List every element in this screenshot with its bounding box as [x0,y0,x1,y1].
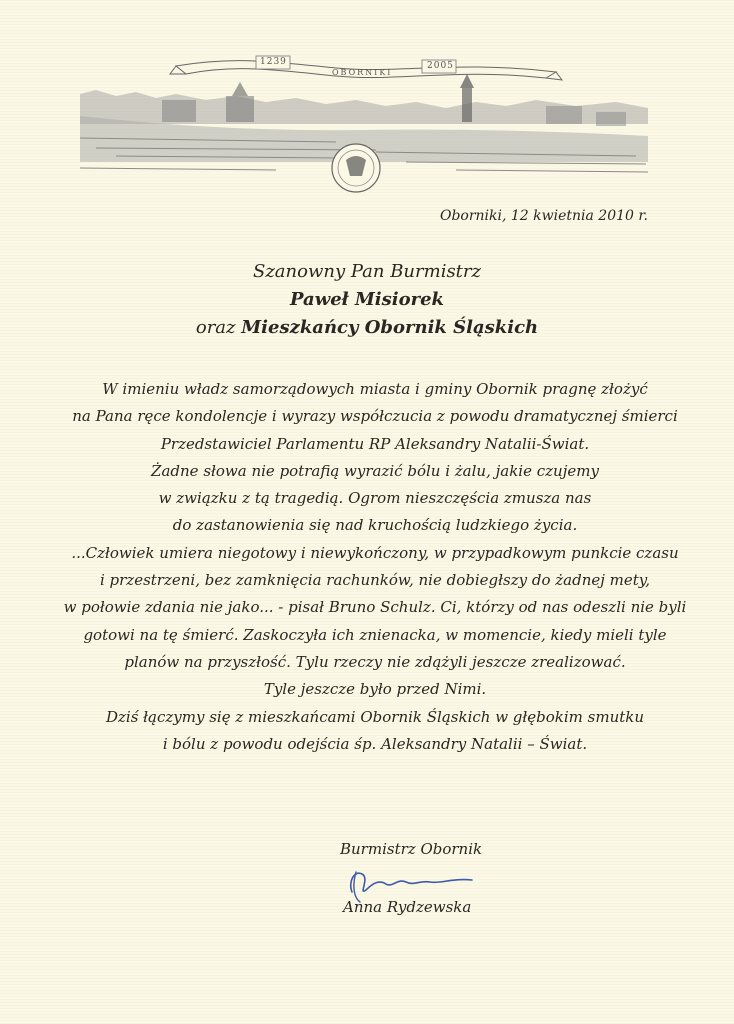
salutation-title: Szanowny Pan Burmistrz [252,261,482,282]
body-line: do zastanowienia się nad kruchością ludzkiego życia. [172,516,578,535]
letter-date: Oborniki, 12 kwietnia 2010 r. [439,208,648,224]
salutation-addressees [0,314,734,342]
salutation-prefix: oraz [195,317,242,338]
body-line: na Pana ręce kondolencje i wyrazy współczucia z powodu dramatycznej śmierci [72,407,678,426]
signatory-name: Anna Rydzewska [343,898,472,916]
signature-block [340,838,483,916]
body-line: w związku z tą tragedią. Ogrom nieszczęścia zmusza nas [158,489,592,508]
body-line: planów na przyszłość. Tylu rzeczy nie zdążyli jeszcze zrealizować. [124,652,626,671]
letter-body [60,376,690,758]
body-line: i przestrzeni, bez zamknięcia rachunków, nie dobiegłszy do żadnej mety, [99,571,651,590]
body-line: Dziś łączymy się z mieszkańcami Obornik Śląskich w głębokim smutku [105,707,645,726]
town-panorama-illustration [76,52,652,200]
salutation-residents: Mieszkańcy Obornik Śląskich [241,317,539,338]
body-line: i bólu z powodu odejścia śp. Aleksandry Natalii – Świat. [162,734,588,753]
banner-year-end: 2005 [427,61,454,71]
body-line: ...Człowiek umiera niegotowy i niewykończony, w przypadkowym punkcie czasu [71,543,679,562]
body-line: Przedstawiciel Parlamentu RP Aleksandry Natalii-Świat. [160,434,590,453]
signatory-title: Burmistrz Obornik [340,840,483,858]
banner-town-name: OBORNIKI [332,68,393,77]
body-line: W imieniu władz samorządowych miasta i gminy Obornik pragnę złożyć [102,380,648,398]
body-line: Tyle jeszcze było przed Nimi. [263,680,487,699]
body-line: Żadne słowa nie potrafią wyrazić bólu i żalu, jakie czujemy [151,461,599,480]
body-line: w połowie zdania nie jako... - pisał Bruno Schulz. Ci, którzy od nas odeszli nie byli [63,598,687,617]
salutation-recipient-name: Paweł Misiorek [289,289,444,310]
banner-year-start: 1239 [260,57,287,67]
body-line: gotowi na tę śmierć. Zaskoczyła ich znienacka, w momencie, kiedy mieli tyle [83,625,667,644]
salutation [0,258,734,342]
